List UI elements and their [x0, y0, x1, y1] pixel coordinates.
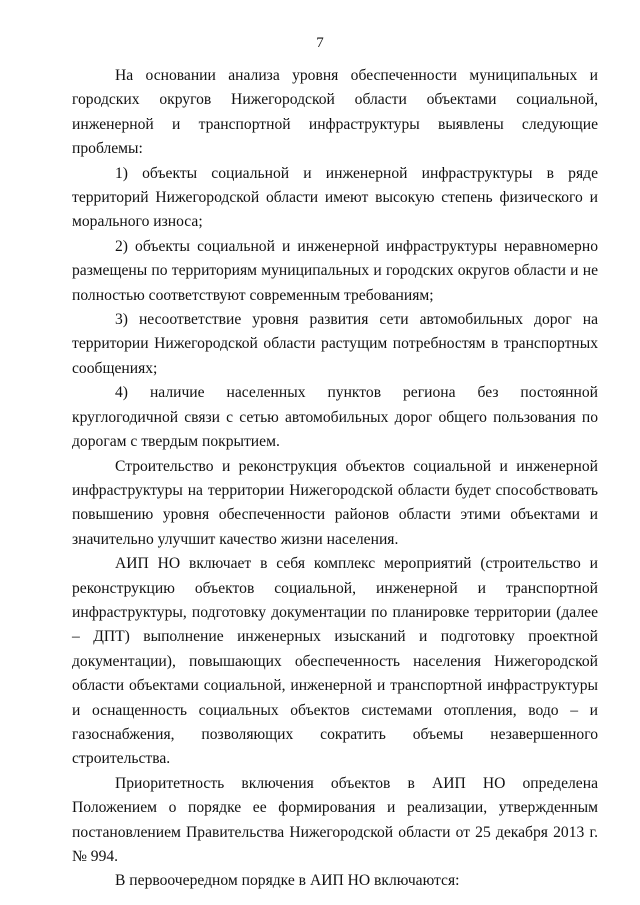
- paragraph-problem-4: 4) наличие населенных пунктов региона без постоянной круглогодичной связи с сетью автомобильных дорог общего пользования по дорогам с твердым покрытием.: [72, 384, 598, 451]
- paragraph-problem-1: 1) объекты социальной и инженерной инфраструктуры в ряде территорий Нижегородской области имеют высокую степень физического и морального износа;: [72, 164, 598, 231]
- paragraph-problem-3: 3) несоответствие уровня развития сети автомобильных дорог на территории Нижегородской области растущим потребностям в транспортных сообщениях;: [72, 311, 598, 377]
- paragraph-aip-scope: АИП НО включает в себя комплекс мероприятий (строительство и реконструкцию объектов социальной, инженерной и транспортной инфраструктуры, подготовку документации по планировке территории (далее – ДПТ) выполнение инженерных изысканий и подготовку проектной документации), повышающих обеспеченность населения Нижегородской области объектами социальной, инженерной и транспортной инфраструктуры и оснащенность социальных объектов системами отопления, водо – и газоснабжения, позволяющих сократить объемы незавершенного строительства.: [72, 555, 598, 768]
- paragraph-construction-benefits: Строительство и реконструкция объектов социальной и инженерной инфраструктуры на территории Нижегородской области будет способствовать повышению уровня обеспеченности районов области этими объектами и значительно улучшит качество жизни населения.: [72, 457, 598, 548]
- paragraph-problem-2: 2) объекты социальной и инженерной инфраструктуры неравномерно размещены по территориям муниципальных и городских округов области и не полностью соответствуют современным требованиям;: [72, 237, 598, 304]
- paragraph-priority-rules: Приоритетность включения объектов в АИП НО определена Положением о порядке ее формирования и реализации, утвержденным постановлением Правительства Нижегородской области от 25 декабря 2013 г. № 994.: [72, 774, 598, 865]
- paragraph-analysis-intro: На основании анализа уровня обеспеченности муниципальных и городских округов Нижегородской области объектами социальной, инженерной и транспортной инфраструктуры выявлены следующие проблемы:: [72, 67, 598, 158]
- paragraph-first-priority: В первоочередном порядке в АИП НО включаются:: [115, 872, 460, 890]
- page-number: 7: [316, 35, 324, 51]
- document-body: [72, 64, 598, 894]
